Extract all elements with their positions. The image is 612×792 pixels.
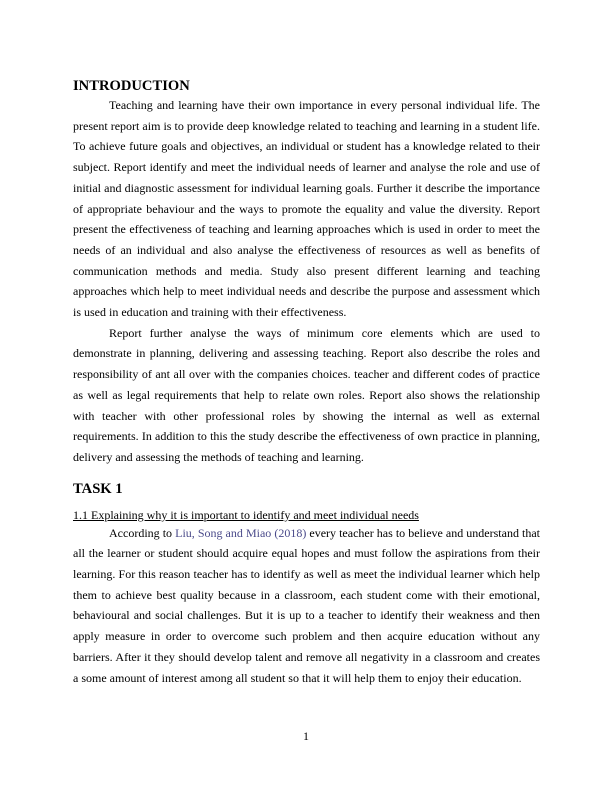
task-1-subheading: 1.1 Explaining why it is important to identify and meet individual needs <box>73 507 419 522</box>
citation-link[interactable]: Liu, Song and Miao (2018) <box>175 525 307 540</box>
introduction-paragraph-1: Teaching and learning have their own importance in every personal individual life. The present report aim is to provide deep knowledge related to teaching and learning in a student life. To achieve future goals and objectives, an individual or student has a knowledge related to their subject. Report identify and meet the individual needs of learner and analyse the role and use of initial and diagnostic assessment for individual learning goals. Further it describe the importance of appropriate behaviour and the ways to promote the equality and value the diversity. Report present the effectiveness of teaching and learning approaches which is used in order to meet the needs of an individual and also analyse the effectiveness of resources as well as benefits of communication methods and media. Study also present different learning and teaching approaches which help to meet individual needs and describe the purpose and assessment which is used in education and training with their effectiveness. <box>73 98 540 320</box>
task-1-heading: TASK 1 <box>73 480 123 497</box>
introduction-heading: INTRODUCTION <box>73 78 190 94</box>
task-1-paragraph <box>73 523 540 689</box>
paragraph-prefix: According to <box>109 525 176 540</box>
page-content <box>73 77 540 688</box>
paragraph-body: every teacher has to believe and understand that all the learner or student should acquire equal hopes and must follow the aspirations from their learning. For this reason teacher has to identify as well as meet the individual learner which help them to achieve best quality because in a classroom, each student come with their emotional, behavioural and social challenges. But it is up to a teacher to identify their weakness and then apply measure in order to overcome such problem and then acquire education without any barriers. After it they should develop talent and remove all negativity in a classroom and creates a some amount of interest among all student so that it will help them to enjoy their education. <box>73 525 541 685</box>
page-number: 1 <box>303 729 309 743</box>
introduction-paragraph-2: Report further analyse the ways of minimum core elements which are used to demonstrate in planning, delivering and assessing teaching. Report also describe the roles and responsibility of ant all over with the companies choices. teacher and different codes of practice as well as legal requirements that help to relate own roles. Report also shows the relationship with teacher with other professional roles by showing the internal as well as external requirements. In addition to this the study describe the effectiveness of own practice in planning, delivery and assessing the methods of teaching and learning. <box>73 325 540 464</box>
